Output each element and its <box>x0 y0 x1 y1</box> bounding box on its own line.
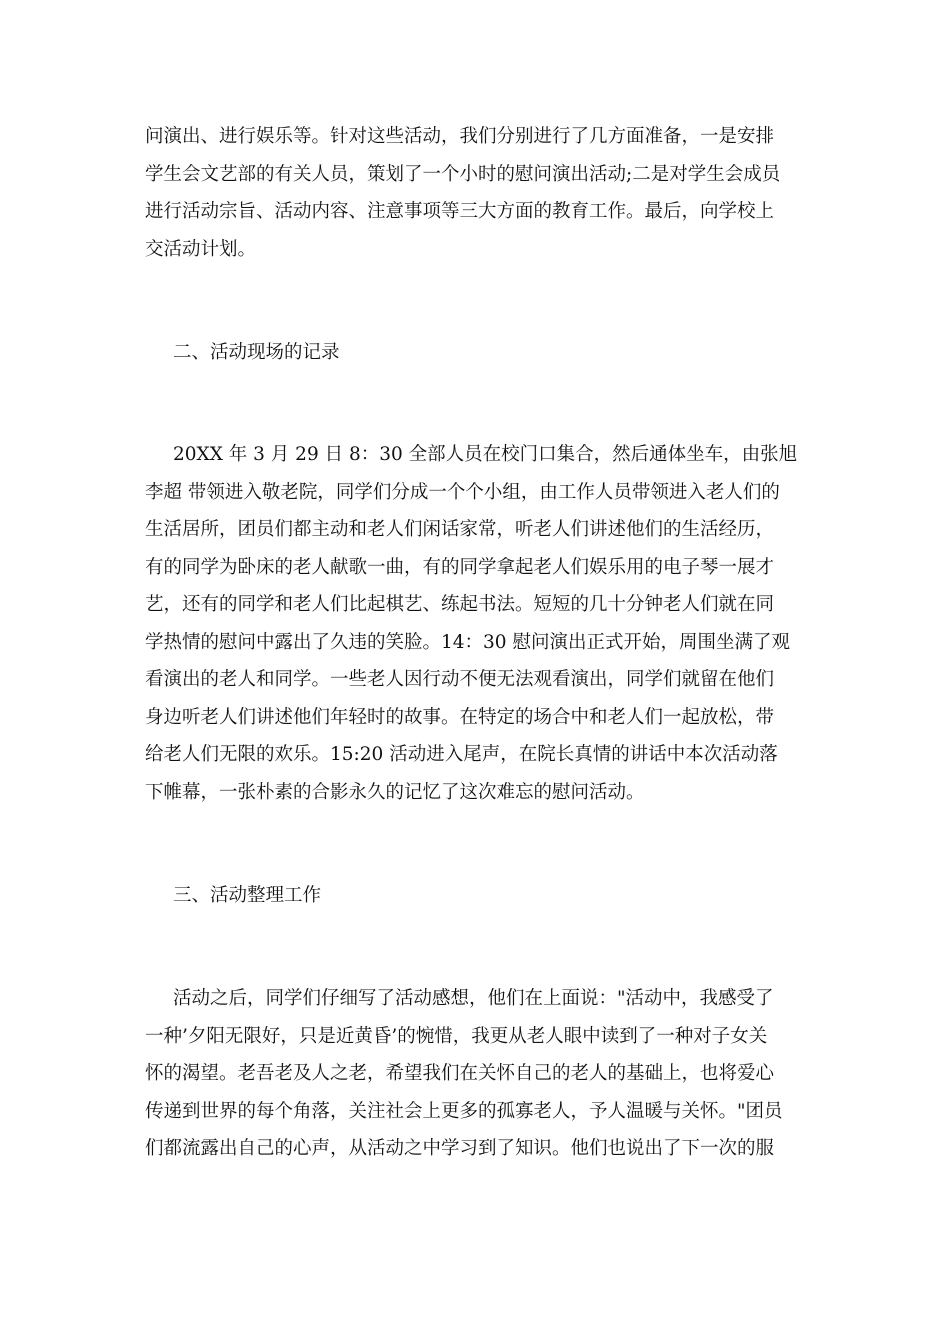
paragraph-line: 身边听老人们讲述他们年轻时的故事。在特定的场合中和老人们一起放松，带 <box>145 706 775 728</box>
paragraph-line: 一种’夕阳无限好，只是近黄昏’的惋惜，我更从老人眼中读到了一种对子女关 <box>145 1025 768 1047</box>
section-heading-follow-up: 三、活动整理工作 <box>173 885 322 906</box>
paragraph-line: 下帷幕，一张朴素的合影永久的记忆了这次难忘的慰问活动。 <box>145 781 645 803</box>
paragraph-preparation <box>145 118 810 268</box>
paragraph-line: 进行活动宗旨、活动内容、注意事项等三大方面的教育工作。最后，向学校上 <box>145 201 775 222</box>
paragraph-line: 艺，还有的同学和老人们比起棋艺、练起书法。短短的几十分钟老人们就在同 <box>145 594 775 615</box>
paragraph-follow-up <box>145 980 810 1168</box>
paragraph-line: 看演出的老人和同学。一些老人因行动不便无法观看演出，同学们就留在他们 <box>145 669 775 690</box>
paragraph-line: 怀的渴望。老吾老及人之老，希望我们在关怀自己的老人的基础上，也将爱心 <box>145 1063 775 1084</box>
paragraph-line: 李超 带领进入敬老院，同学们分成一个个小组，由工作人员带领进入老人们的 <box>145 481 780 503</box>
paragraph-line: 活动之后，同学们仔细写了活动感想，他们在上面说："活动中，我感受了 <box>173 988 774 1009</box>
paragraph-line: 问演出、进行娱乐等。针对这些活动，我们分别进行了几方面准备，一是安排 <box>145 126 775 147</box>
paragraph-line: 学热情的慰问中露出了久违的笑脸。14：30 慰问演出正式开始，周围坐满了观 <box>145 631 790 653</box>
paragraph-line: 们都流露出自己的心声，从活动之中学习到了知识。他们也说出了下一次的服 <box>145 1138 775 1159</box>
paragraph-line: 有的同学为卧床的老人献歌一曲，有的同学拿起老人们娱乐用的电子琴一展才 <box>145 556 775 578</box>
paragraph-activity-record <box>145 436 810 811</box>
paragraph-line: 生活居所，团员们都主动和老人们闲话家常，听老人们讲述他们的生活经历， <box>145 519 775 540</box>
paragraph-line: 交活动计划。 <box>145 238 257 260</box>
paragraph-line: 传递到世界的每个角落，关注社会上更多的孤寡老人，予人温暖与关怀。"团员 <box>145 1100 783 1122</box>
paragraph-line: 给老人们无限的欢乐。15:20 活动进入尾声，在院长真情的讲话中本次活动落 <box>145 744 778 765</box>
paragraph-line: 20XX 年 3 月 29 日 8：30 全部人员在校门口集合，然后通体坐车，由张旭 <box>173 444 798 465</box>
section-heading-activity-record: 二、活动现场的记录 <box>173 342 340 363</box>
paragraph-line: 学生会文艺部的有关人员，策划了一个小时的慰问演出活动;二是对学生会成员 <box>145 163 781 185</box>
